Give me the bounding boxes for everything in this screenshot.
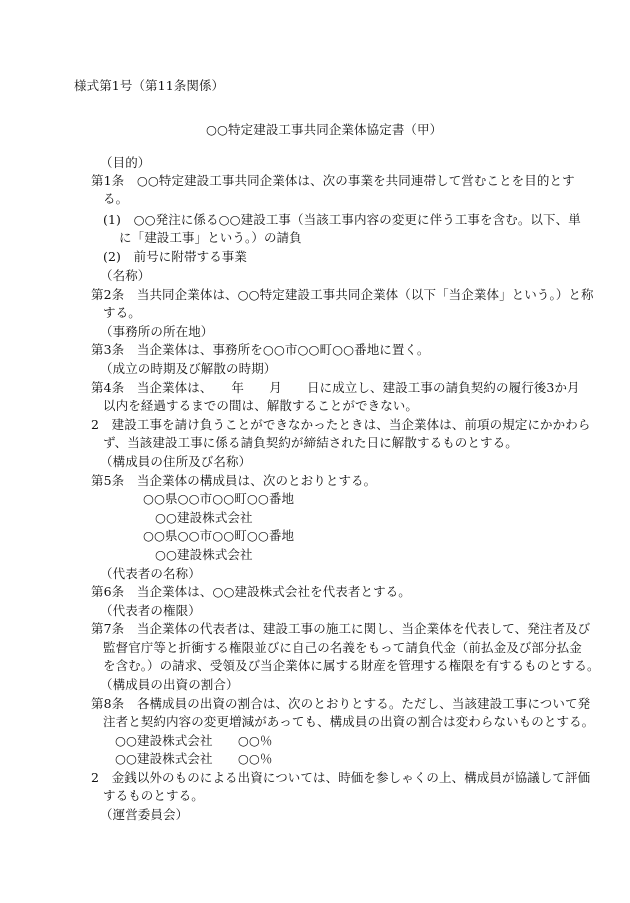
article-1-item-2: (2) 前号に附帯する事業: [103, 249, 248, 264]
article-1-continuation: る。: [103, 191, 129, 206]
article-4-paragraph-2-continuation: ず、当該建設工事に係る請負契約が締結された日に解散するものとする。: [103, 435, 518, 450]
heading-representative-name: （代表者の名称）: [100, 566, 201, 581]
article-5: 第5条 当企業体の構成員は、次のとおりとする。: [91, 473, 377, 488]
article-2-continuation: する。: [103, 305, 141, 320]
article-4-continuation: 以内を経過するまでの間は、解散することができない。: [103, 398, 419, 413]
article-8-paragraph-2-continuation: するものとする。: [103, 788, 204, 803]
heading-formation-dissolution: （成立の時期及び解散の時期）: [100, 361, 277, 376]
heading-investment-ratio: （構成員の出資の割合）: [100, 677, 239, 692]
heading-office-location: （事務所の所在地）: [100, 324, 214, 339]
article-7: 第7条 当企業体の代表者は、建設工事の施工に関し、当企業体を代表して、発注者及び: [91, 621, 591, 636]
article-7-continuation-2: を含む。）の請求、受領及び当企業体に属する財産を管理する権限を有するものとする。: [103, 658, 600, 673]
article-1: 第1条 ○○特定建設工事共同企業体は、次の事業を共同連帯して営むことを目的とす: [91, 173, 575, 188]
article-4-paragraph-2: 2 建設工事を請け負うことができなかったときは、当企業体は、前項の規定にかかわら: [91, 417, 591, 432]
article-3: 第3条 当企業体は、事務所を○○市○○町○○番地に置く。: [91, 342, 430, 357]
article-8: 第8条 各構成員の出資の割合は、次のとおりとする。ただし、当該建設工事について発: [91, 696, 591, 711]
heading-members: （構成員の住所及び名称）: [100, 454, 252, 469]
member-2-address: ○○県○○市○○町○○番地: [143, 528, 295, 543]
article-8-continuation: 注者と契約内容の変更増減があっても、構成員の出資の割合は変わらないものとする。: [103, 714, 595, 729]
member-1-company: ○○建設株式会社: [155, 510, 253, 525]
document-title: ○○特定建設工事共同企業体協定書（甲）: [206, 122, 443, 137]
member-2-company: ○○建設株式会社: [155, 547, 253, 562]
form-label: 様式第1号（第11条関係）: [74, 78, 225, 93]
article-4: 第4条 当企業体は、 年 月 日に成立し、建設工事の請負契約の履行後3か月: [91, 380, 580, 395]
article-7-continuation-1: 監督官庁等と折衝する権限並びに自己の名義をもって請負代金（前払金及び部分払金: [103, 640, 582, 655]
heading-purpose: （目的）: [100, 155, 151, 170]
share-row-1: ○○建設株式会社 ○○％: [115, 733, 273, 748]
article-6: 第6条 当企業体は、○○建設株式会社を代表者とする。: [91, 584, 411, 599]
share-row-2: ○○建設株式会社 ○○％: [115, 751, 273, 766]
member-1-address: ○○県○○市○○町○○番地: [143, 491, 295, 506]
heading-steering-committee: （運営委員会）: [100, 807, 189, 822]
article-2: 第2条 当共同企業体は、○○特定建設工事共同企業体（以下「当企業体」という。）と称: [91, 287, 594, 302]
heading-name: （名称）: [100, 268, 151, 283]
heading-representative-authority: （代表者の権限）: [100, 603, 201, 618]
article-1-item-1-continuation: に「建設工事」という。）の請負: [119, 230, 302, 245]
article-1-item-1: (1) ○○発注に係る○○建設工事（当該工事内容の変更に伴う工事を含む。以下、単: [103, 212, 581, 227]
article-8-paragraph-2: 2 金銭以外のものによる出資については、時価を参しゃくの上、構成員が協議して評価: [91, 770, 591, 785]
